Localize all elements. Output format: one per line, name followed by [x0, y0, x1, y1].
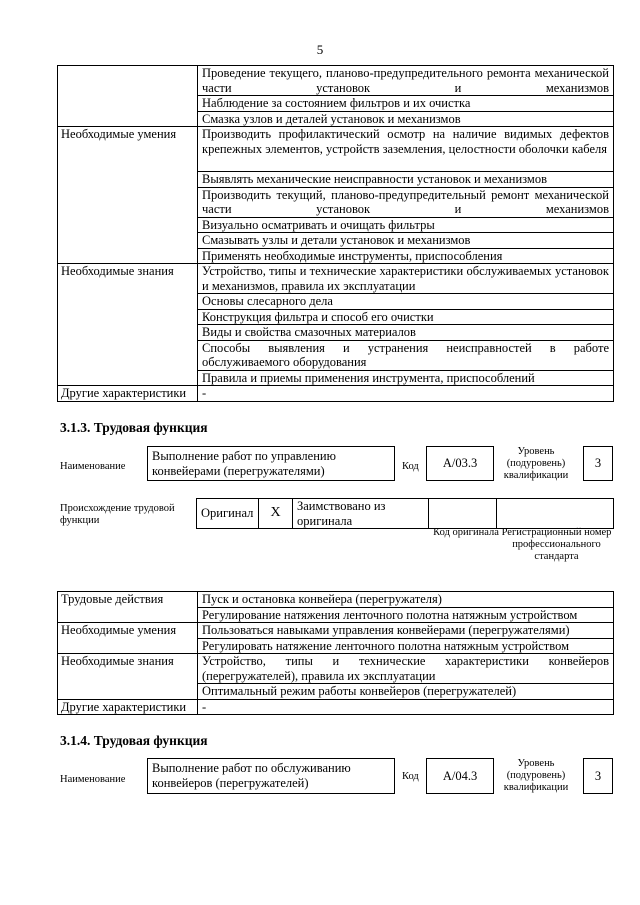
list-item: -: [198, 386, 614, 402]
function-name-box: Выполнение работ по обслуживанию конвейеров (перегружателей): [147, 758, 395, 794]
list-item: Производить текущий, планово-предупредительный ремонт механической части установок и механизмов: [198, 187, 614, 217]
labor-function-table-1: [57, 65, 614, 402]
table-row: [58, 654, 614, 684]
level-box: 3: [583, 446, 613, 481]
reg-number-cell: [497, 499, 614, 529]
level-label: Уровень (подуровень) квалификации: [503, 446, 569, 481]
section-title: 3.1.3. Трудовая функция: [60, 420, 208, 435]
list-item: Смазывать узлы и детали установок и механизмов: [198, 233, 614, 249]
code-box: A/04.3: [426, 758, 494, 794]
list-item: Пользоваться навыками управления конвейерами (перегружателями): [198, 623, 614, 639]
table-row: [58, 699, 614, 715]
origin-code-cell: [429, 499, 497, 529]
row-label: Другие характеристики: [58, 386, 198, 402]
table-row: [58, 623, 614, 639]
origin-label: Происхождение трудовой функции: [60, 503, 175, 526]
page-number: 5: [316, 42, 324, 57]
original-label: Оригинал: [197, 499, 259, 529]
list-item: -: [198, 699, 614, 715]
list-item: Устройство, типы и технические характеристики конвейеров (перегружателей), правила их эксплуатации: [198, 654, 614, 684]
code-box: A/03.3: [426, 446, 494, 481]
origin-code-label: Код оригинала: [433, 527, 499, 538]
row-label: Трудовые действия: [58, 592, 198, 623]
original-mark: X: [259, 499, 293, 529]
list-item: Пуск и остановка конвейера (перегружателя): [198, 592, 614, 608]
list-item: Проведение текущего, планово-предупредительного ремонта механической части установок и механизмов: [198, 66, 614, 96]
level-label: Уровень (подуровень) квалификации: [503, 758, 569, 793]
row-label: [58, 66, 198, 127]
table-row: [197, 499, 614, 529]
name-label: Наименование: [60, 461, 126, 472]
origin-table: [196, 498, 614, 529]
list-item: Выявлять механические неисправности установок и механизмов: [198, 172, 614, 188]
level-box: 3: [583, 758, 613, 794]
labor-function-table-2: [57, 591, 614, 715]
table-row: [58, 127, 614, 172]
list-item: Смазка узлов и деталей установок и механизмов: [198, 111, 614, 127]
list-item: Способы выявления и устранения неисправностей в работе обслуживаемого оборудования: [198, 340, 614, 370]
list-item: Основы слесарного дела: [198, 294, 614, 310]
table-row: [58, 592, 614, 608]
list-item: Наблюдение за состоянием фильтров и их очистка: [198, 96, 614, 112]
function-name-box: Выполнение работ по управлению конвейерами (перегружателями): [147, 446, 395, 481]
list-item: Производить профилактический осмотр на наличие видимых дефектов крепежных элементов, устройств заземления, целостности оболочки кабеля: [198, 127, 614, 172]
borrowed-label: Заимствовано из оригинала: [293, 499, 429, 529]
section-title: 3.1.4. Трудовая функция: [60, 733, 208, 748]
list-item: Регулировать натяжение ленточного полотна натяжным устройством: [198, 638, 614, 654]
code-label: Код: [402, 461, 419, 472]
row-label: Необходимые знания: [58, 264, 198, 386]
list-item: Правила и приемы применения инструмента, приспособлений: [198, 370, 614, 386]
list-item: Виды и свойства смазочных материалов: [198, 325, 614, 341]
name-label: Наименование: [60, 774, 126, 785]
row-label: Необходимые умения: [58, 623, 198, 654]
table-row: [58, 386, 614, 402]
list-item: Конструкция фильтра и способ его очистки: [198, 309, 614, 325]
list-item: Визуально осматривать и очищать фильтры: [198, 217, 614, 233]
code-label: Код: [402, 771, 419, 782]
row-label: Другие характеристики: [58, 699, 198, 715]
table-row: [58, 66, 614, 96]
list-item: Регулирование натяжения ленточного полотна натяжным устройством: [198, 607, 614, 623]
list-item: Оптимальный режим работы конвейеров (перегружателей): [198, 684, 614, 700]
table-row: [58, 264, 614, 294]
row-label: Необходимые умения: [58, 127, 198, 264]
list-item: Применять необходимые инструменты, приспособления: [198, 248, 614, 264]
list-item: Устройство, типы и технические характеристики обслуживаемых установок и механизмов, правила их эксплуатации: [198, 264, 614, 294]
row-label: Необходимые знания: [58, 654, 198, 700]
reg-number-label: Регистрационный номер профессионального стандарта: [501, 527, 612, 562]
